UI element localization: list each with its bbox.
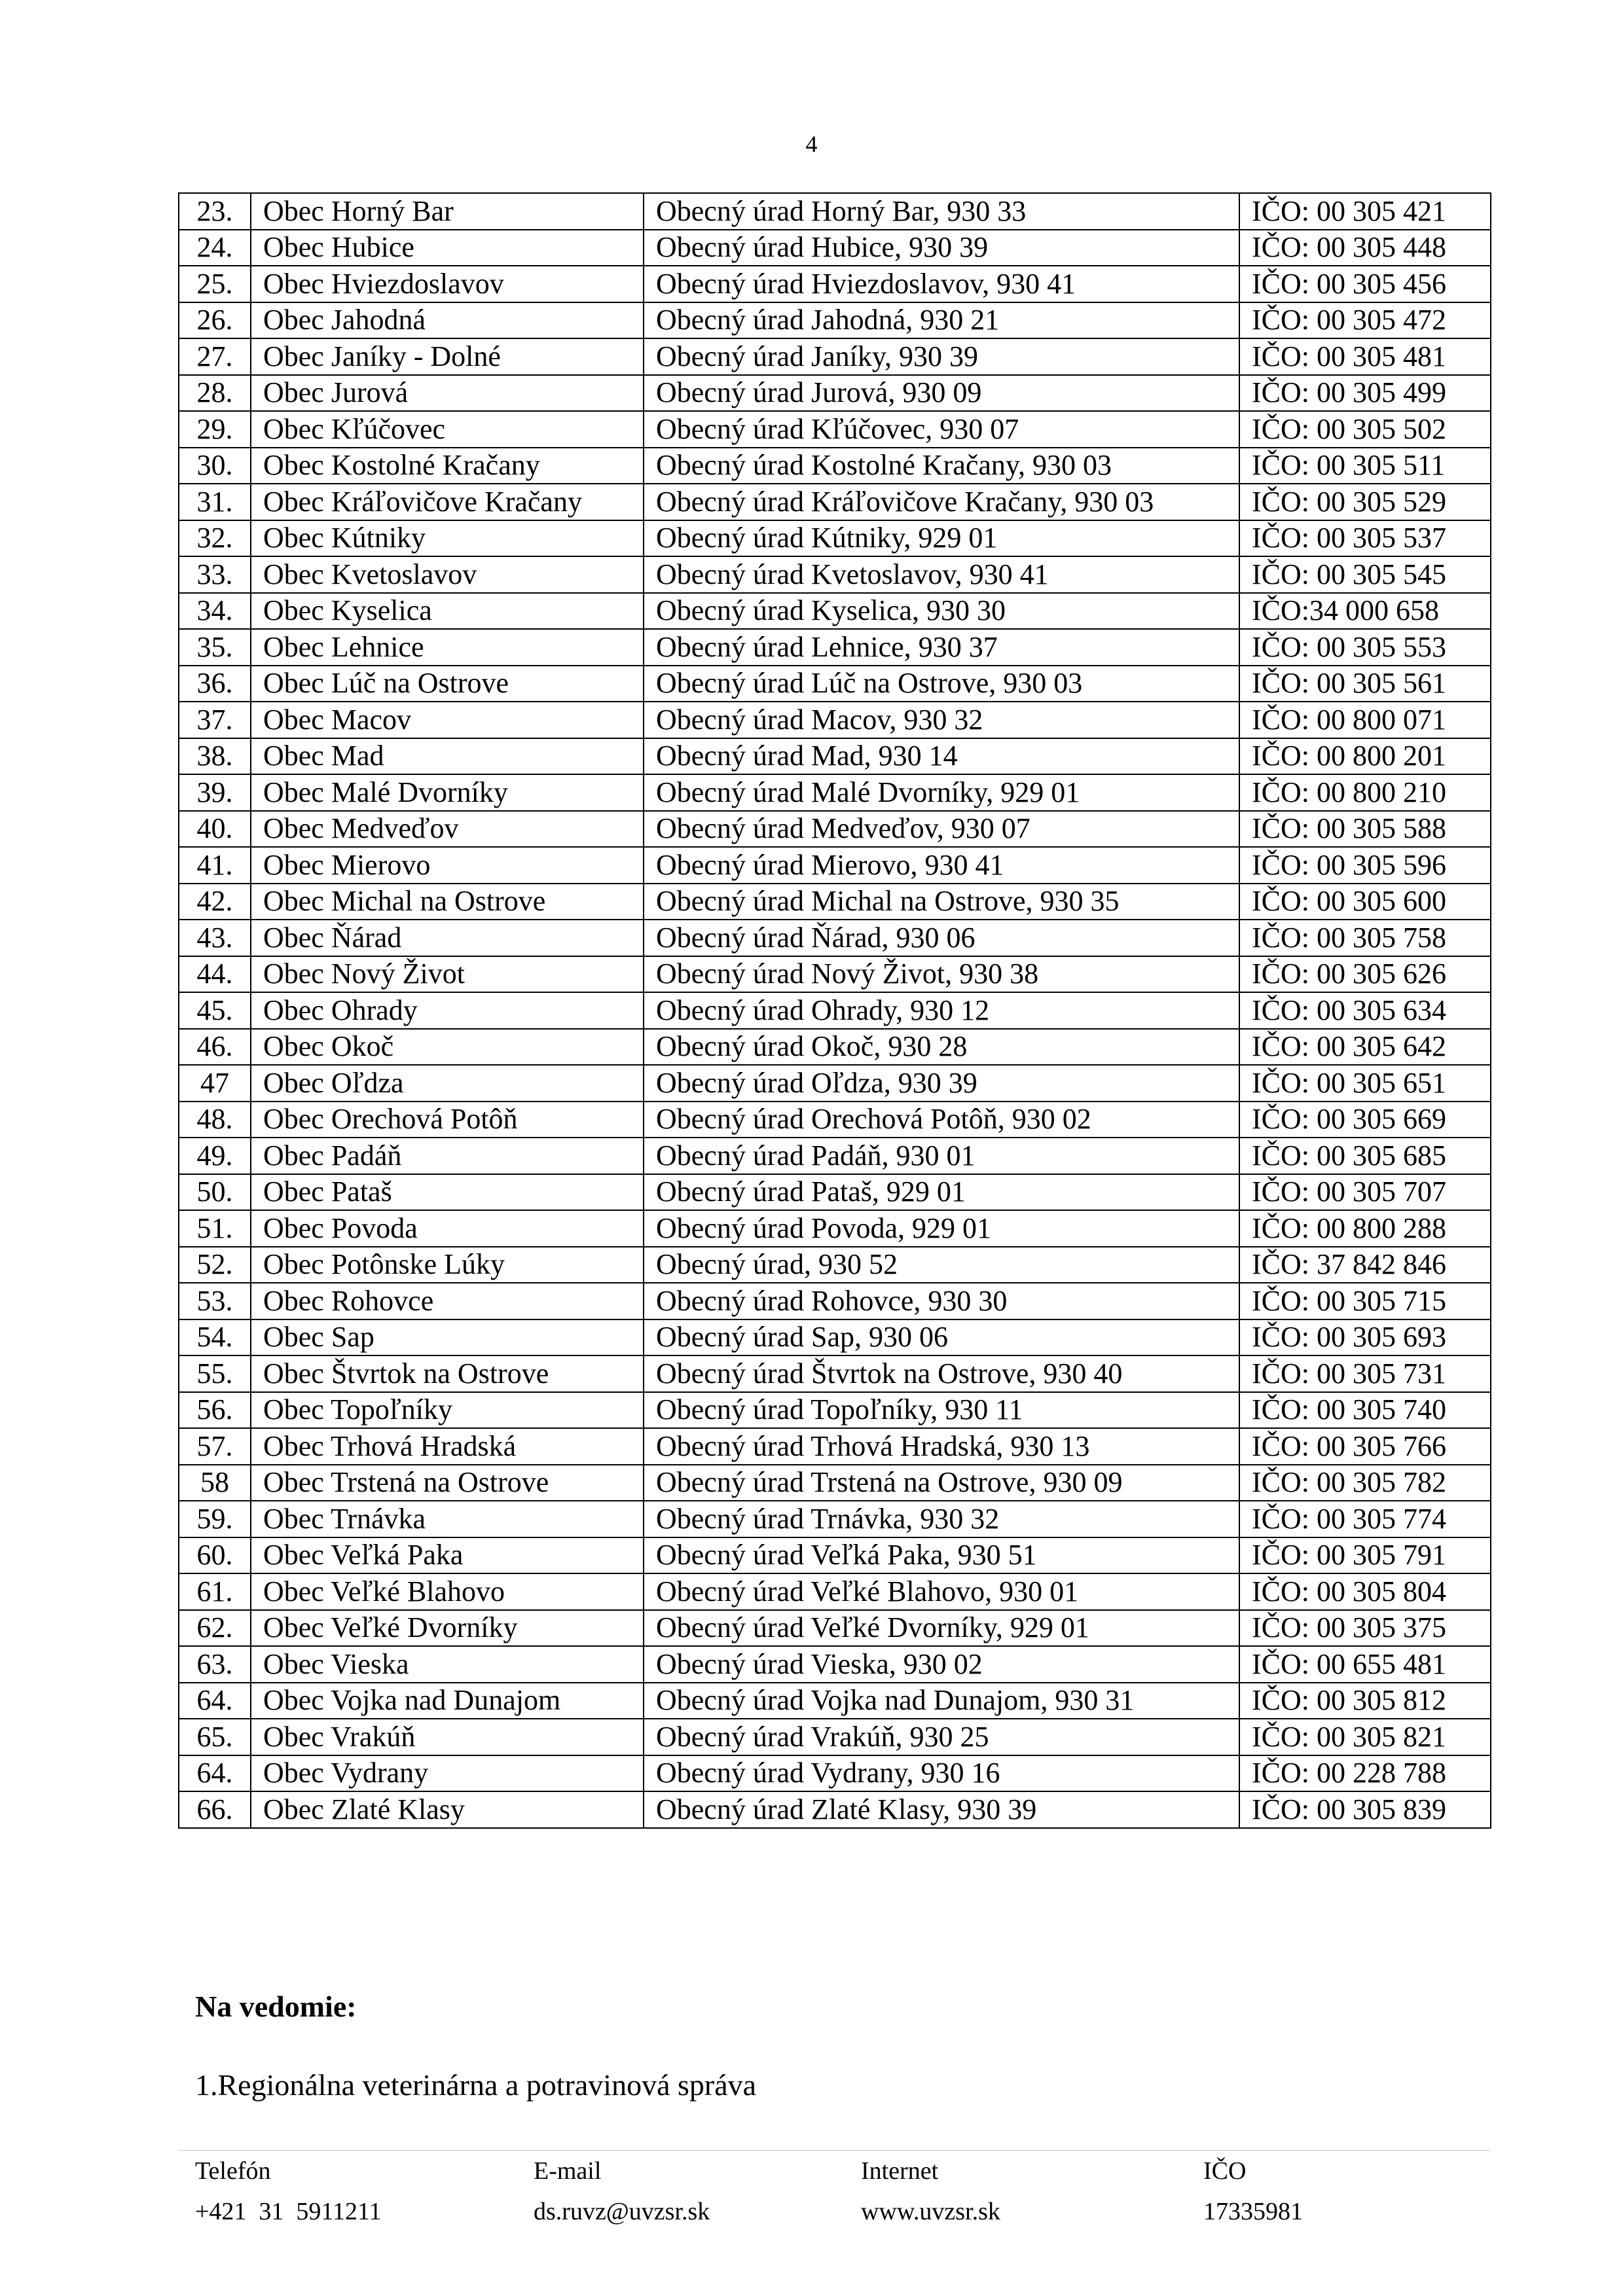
table-row [179,992,1491,1029]
ico-number: IČO: 00 800 288 [1239,1210,1491,1247]
office-address: Obecný úrad Nový Život, 930 38 [644,956,1239,993]
table-row [179,1283,1491,1319]
row-number: 38. [179,738,251,775]
ico-number: IČO:34 000 658 [1239,593,1491,630]
municipality-name: Obec Nový Život [251,956,644,993]
office-address: Obecný úrad Kľúčovec, 930 07 [644,411,1239,448]
ico-number: IČO: 00 655 481 [1239,1646,1491,1683]
table-row [179,338,1491,375]
municipality-name: Obec Lehnice [251,629,644,666]
table-row [179,1501,1491,1537]
notice-item: 1.Regionálna veterinárna a potravinová správa [195,2068,757,2102]
row-number: 65. [179,1719,251,1755]
ico-number: IČO: 00 305 375 [1239,1610,1491,1647]
ico-number: IČO: 00 305 553 [1239,629,1491,666]
row-number: 29. [179,411,251,448]
row-number: 47 [179,1065,251,1102]
ico-number: IČO: 00 800 201 [1239,738,1491,775]
office-address: Obecný úrad Štvrtok na Ostrove, 930 40 [644,1355,1239,1392]
row-number: 49. [179,1138,251,1174]
row-number: 37. [179,702,251,738]
ico-number: IČO: 00 305 588 [1239,811,1491,848]
table-row [179,1210,1491,1247]
office-address: Obecný úrad Macov, 930 32 [644,702,1239,738]
ico-number: IČO: 00 305 499 [1239,375,1491,412]
footer-internet-label: Internet [861,2157,939,2185]
office-address: Obecný úrad Vydrany, 930 16 [644,1755,1239,1792]
municipality-name: Obec Topoľníky [251,1392,644,1429]
municipality-name: Obec Mierovo [251,847,644,884]
table-row [179,193,1491,230]
office-address: Obecný úrad Trstená na Ostrove, 930 09 [644,1465,1239,1501]
row-number: 58 [179,1465,251,1501]
municipality-name: Obec Vrakúň [251,1719,644,1755]
municipality-name: Obec Okoč [251,1029,644,1066]
row-number: 40. [179,811,251,848]
municipality-name: Obec Zlaté Klasy [251,1791,644,1828]
ico-number: IČO: 00 305 766 [1239,1428,1491,1465]
office-address: Obecný úrad Oľdza, 930 39 [644,1065,1239,1102]
table-row [179,1610,1491,1647]
row-number: 41. [179,847,251,884]
footer-ico [1203,2155,1303,2228]
table-row [179,1791,1491,1828]
municipality-name: Obec Kľúčovec [251,411,644,448]
office-address: Obecný úrad Jahodná, 930 21 [644,302,1239,339]
municipality-name: Obec Povoda [251,1210,644,1247]
office-address: Obecný úrad Rohovce, 930 30 [644,1283,1239,1319]
office-address: Obecný úrad Vieska, 930 02 [644,1646,1239,1683]
table-row [179,556,1491,593]
municipality-name: Obec Kútniky [251,520,644,557]
municipality-name: Obec Veľké Blahovo [251,1573,644,1610]
municipality-name: Obec Oľdza [251,1065,644,1102]
table-row [179,1065,1491,1102]
office-address: Obecný úrad Topoľníky, 930 11 [644,1392,1239,1429]
page-number: 4 [805,131,818,157]
table-row [179,520,1491,557]
footer-divider [178,2150,1490,2151]
ico-number: IČO: 00 305 715 [1239,1283,1491,1319]
ico-number: IČO: 00 305 740 [1239,1392,1491,1429]
table-row [179,1102,1491,1138]
table-row [179,811,1491,848]
municipality-name: Obec Malé Dvorníky [251,774,644,811]
municipality-name: Obec Kvetoslavov [251,556,644,593]
office-address: Obecný úrad Janíky, 930 39 [644,338,1239,375]
row-number: 66. [179,1791,251,1828]
office-address: Obecný úrad Horný Bar, 930 33 [644,193,1239,230]
ico-number: IČO: 00 305 707 [1239,1174,1491,1211]
ico-number: IČO: 00 305 782 [1239,1465,1491,1501]
municipality-name: Obec Veľká Paka [251,1537,644,1574]
municipality-name: Obec Hubice [251,230,644,266]
ico-number: IČO: 00 305 502 [1239,411,1491,448]
footer-phone-value: +421 31 5911211 [195,2198,382,2225]
table-row [179,1392,1491,1429]
table-row [179,738,1491,775]
municipality-name: Obec Sap [251,1319,644,1356]
footer-ico-label: IČO [1203,2157,1247,2185]
ico-number: IČO: 00 228 788 [1239,1755,1491,1792]
table-row [179,847,1491,884]
municipality-name: Obec Trhová Hradská [251,1428,644,1465]
municipality-name: Obec Veľké Dvorníky [251,1610,644,1647]
table-row [179,1719,1491,1755]
municipality-name: Obec Vydrany [251,1755,644,1792]
row-number: 32. [179,520,251,557]
ico-number: IČO: 00 305 448 [1239,230,1491,266]
municipality-name: Obec Ňárad [251,920,644,956]
footer-phone [195,2155,382,2228]
office-address: Obecný úrad Veľká Paka, 930 51 [644,1537,1239,1574]
ico-number: IČO: 00 305 634 [1239,992,1491,1029]
row-number: 62. [179,1610,251,1647]
ico-number: IČO: 00 305 642 [1239,1029,1491,1066]
row-number: 42. [179,884,251,920]
ico-number: IČO: 00 305 626 [1239,956,1491,993]
row-number: 45. [179,992,251,1029]
office-address: Obecný úrad Padáň, 930 01 [644,1138,1239,1174]
office-address: Obecný úrad Medveďov, 930 07 [644,811,1239,848]
table-row [179,448,1491,484]
table-row [179,666,1491,702]
office-address: Obecný úrad Malé Dvorníky, 929 01 [644,774,1239,811]
table-row [179,1537,1491,1574]
office-address: Obecný úrad Veľké Dvorníky, 929 01 [644,1610,1239,1647]
row-number: 55. [179,1355,251,1392]
ico-number: IČO: 00 305 812 [1239,1683,1491,1719]
row-number: 30. [179,448,251,484]
row-number: 44. [179,956,251,993]
table-row [179,702,1491,738]
row-number: 23. [179,193,251,230]
municipality-name: Obec Jahodná [251,302,644,339]
ico-number: IČO: 00 305 804 [1239,1573,1491,1610]
office-address: Obecný úrad, 930 52 [644,1247,1239,1283]
municipality-name: Obec Padáň [251,1138,644,1174]
office-address: Obecný úrad Kostolné Kračany, 930 03 [644,448,1239,484]
row-number: 43. [179,920,251,956]
row-number: 64. [179,1683,251,1719]
row-number: 34. [179,593,251,630]
ico-number: IČO: 00 305 472 [1239,302,1491,339]
office-address: Obecný úrad Hubice, 930 39 [644,230,1239,266]
table-row [179,920,1491,956]
table-row [179,1319,1491,1356]
row-number: 64. [179,1755,251,1792]
municipality-name: Obec Mad [251,738,644,775]
ico-number: IČO: 00 305 456 [1239,266,1491,302]
municipality-name: Obec Hviezdoslavov [251,266,644,302]
table-row [179,1355,1491,1392]
table-body [179,193,1491,1828]
row-number: 35. [179,629,251,666]
office-address: Obecný úrad Zlaté Klasy, 930 39 [644,1791,1239,1828]
office-address: Obecný úrad Kyselica, 930 30 [644,593,1239,630]
row-number: 63. [179,1646,251,1683]
row-number: 24. [179,230,251,266]
table-row [179,1755,1491,1792]
office-address: Obecný úrad Vrakúň, 930 25 [644,1719,1239,1755]
row-number: 51. [179,1210,251,1247]
table-row [179,884,1491,920]
row-number: 50. [179,1174,251,1211]
office-address: Obecný úrad Kútniky, 929 01 [644,520,1239,557]
municipality-name: Obec Vojka nad Dunajom [251,1683,644,1719]
municipality-name: Obec Medveďov [251,811,644,848]
table-row [179,1683,1491,1719]
office-address: Obecný úrad Okoč, 930 28 [644,1029,1239,1066]
ico-number: IČO: 00 305 685 [1239,1138,1491,1174]
municipalities-table [178,192,1491,1829]
table-row [179,375,1491,412]
office-address: Obecný úrad Sap, 930 06 [644,1319,1239,1356]
footer-internet-value: www.uvzsr.sk [861,2198,1000,2225]
municipality-name: Obec Štvrtok na Ostrove [251,1355,644,1392]
table-row [179,1029,1491,1066]
municipality-name: Obec Potônske Lúky [251,1247,644,1283]
table-row [179,484,1491,520]
table-row [179,1174,1491,1211]
municipality-name: Obec Horný Bar [251,193,644,230]
ico-number: IČO: 00 800 071 [1239,702,1491,738]
table-row [179,956,1491,993]
row-number: 53. [179,1283,251,1319]
office-address: Obecný úrad Kvetoslavov, 930 41 [644,556,1239,593]
ico-number: IČO: 00 305 545 [1239,556,1491,593]
municipality-name: Obec Jurová [251,375,644,412]
office-address: Obecný úrad Lehnice, 930 37 [644,629,1239,666]
footer-phone-label: Telefón [195,2157,271,2185]
row-number: 56. [179,1392,251,1429]
office-address: Obecný úrad Ohrady, 930 12 [644,992,1239,1029]
municipality-name: Obec Orechová Potôň [251,1102,644,1138]
row-number: 54. [179,1319,251,1356]
ico-number: IČO: 00 305 651 [1239,1065,1491,1102]
ico-number: IČO: 00 800 210 [1239,774,1491,811]
municipality-name: Obec Janíky - Dolné [251,338,644,375]
row-number: 57. [179,1428,251,1465]
table-row [179,629,1491,666]
ico-number: IČO: 00 305 596 [1239,847,1491,884]
municipality-name: Obec Trstená na Ostrove [251,1465,644,1501]
ico-number: IČO: 00 305 669 [1239,1102,1491,1138]
row-number: 52. [179,1247,251,1283]
ico-number: IČO: 00 305 693 [1239,1319,1491,1356]
table-row [179,230,1491,266]
ico-number: IČO: 00 305 481 [1239,338,1491,375]
office-address: Obecný úrad Jurová, 930 09 [644,375,1239,412]
table-row [179,593,1491,630]
office-address: Obecný úrad Kráľovičove Kračany, 930 03 [644,484,1239,520]
ico-number: IČO: 00 305 839 [1239,1791,1491,1828]
municipality-name: Obec Ohrady [251,992,644,1029]
row-number: 59. [179,1501,251,1537]
ico-number: IČO: 37 842 846 [1239,1247,1491,1283]
footer-email [534,2155,710,2228]
table-row [179,1646,1491,1683]
office-address: Obecný úrad Mierovo, 930 41 [644,847,1239,884]
office-address: Obecný úrad Orechová Potôň, 930 02 [644,1102,1239,1138]
ico-number: IČO: 00 305 561 [1239,666,1491,702]
office-address: Obecný úrad Veľké Blahovo, 930 01 [644,1573,1239,1610]
table-row [179,302,1491,339]
municipality-name: Obec Rohovce [251,1283,644,1319]
table-row [179,774,1491,811]
row-number: 25. [179,266,251,302]
office-address: Obecný úrad Mad, 930 14 [644,738,1239,775]
row-number: 60. [179,1537,251,1574]
table-row [179,1247,1491,1283]
row-number: 33. [179,556,251,593]
office-address: Obecný úrad Lúč na Ostrove, 930 03 [644,666,1239,702]
footer-email-value: ds.ruvz@uvzsr.sk [534,2198,710,2225]
ico-number: IČO: 00 305 791 [1239,1537,1491,1574]
municipality-name: Obec Pataš [251,1174,644,1211]
row-number: 26. [179,302,251,339]
ico-number: IČO: 00 305 774 [1239,1501,1491,1537]
office-address: Obecný úrad Michal na Ostrove, 930 35 [644,884,1239,920]
table-row [179,1573,1491,1610]
ico-number: IČO: 00 305 537 [1239,520,1491,557]
municipality-name: Obec Kráľovičove Kračany [251,484,644,520]
row-number: 61. [179,1573,251,1610]
row-number: 28. [179,375,251,412]
footer-email-label: E-mail [534,2157,602,2185]
ico-number: IČO: 00 305 731 [1239,1355,1491,1392]
row-number: 39. [179,774,251,811]
office-address: Obecný úrad Trhová Hradská, 930 13 [644,1428,1239,1465]
table-row [179,1465,1491,1501]
municipality-name: Obec Vieska [251,1646,644,1683]
ico-number: IČO: 00 305 821 [1239,1719,1491,1755]
row-number: 46. [179,1029,251,1066]
footer-internet [861,2155,1000,2228]
ico-number: IČO: 00 305 511 [1239,448,1491,484]
municipality-name: Obec Michal na Ostrove [251,884,644,920]
row-number: 36. [179,666,251,702]
table-row [179,266,1491,302]
municipality-name: Obec Kostolné Kračany [251,448,644,484]
municipality-name: Obec Kyselica [251,593,644,630]
ico-number: IČO: 00 305 600 [1239,884,1491,920]
table-row [179,411,1491,448]
office-address: Obecný úrad Trnávka, 930 32 [644,1501,1239,1537]
ico-number: IČO: 00 305 529 [1239,484,1491,520]
notice-heading: Na vedomie: [195,1990,357,2023]
footer-ico-value: 17335981 [1203,2198,1303,2225]
office-address: Obecný úrad Pataš, 929 01 [644,1174,1239,1211]
municipality-name: Obec Macov [251,702,644,738]
ico-number: IČO: 00 305 758 [1239,920,1491,956]
row-number: 48. [179,1102,251,1138]
office-address: Obecný úrad Povoda, 929 01 [644,1210,1239,1247]
row-number: 31. [179,484,251,520]
office-address: Obecný úrad Ňárad, 930 06 [644,920,1239,956]
office-address: Obecný úrad Vojka nad Dunajom, 930 31 [644,1683,1239,1719]
table-row [179,1428,1491,1465]
ico-number: IČO: 00 305 421 [1239,193,1491,230]
office-address: Obecný úrad Hviezdoslavov, 930 41 [644,266,1239,302]
municipality-name: Obec Lúč na Ostrove [251,666,644,702]
table-row [179,1138,1491,1174]
row-number: 27. [179,338,251,375]
municipality-name: Obec Trnávka [251,1501,644,1537]
